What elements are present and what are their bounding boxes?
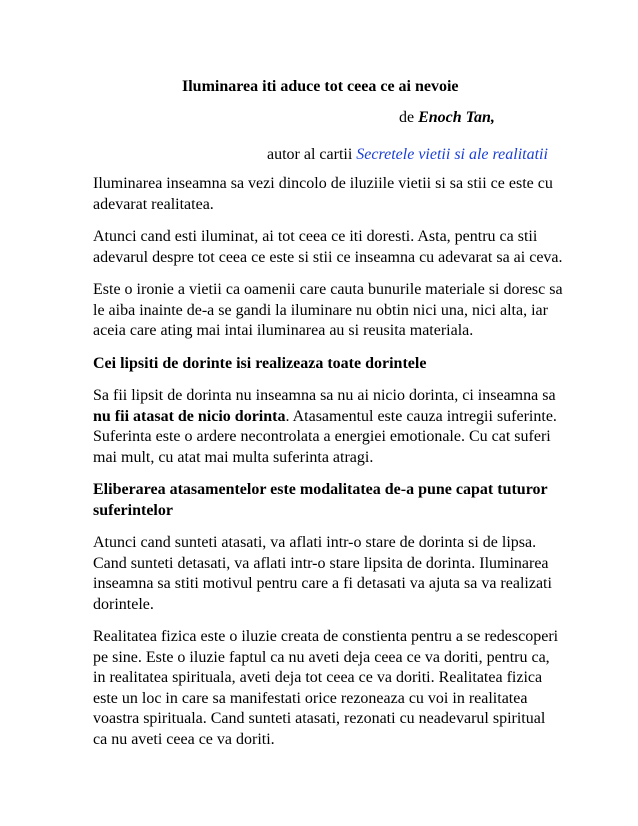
paragraph-3: Este o ironie a vietii ca oamenii care cauta bunurile materiale si doresc sa le aiba inainte de-a se gandi la iluminare nu obtin nici una, nici alta, iar aceia care ating mai intai iluminarea au si reusita materiala. (93, 281, 563, 339)
paragraph-4-end: . Atasamentul este cauza intregii suferinte. Suferinta este o ardere necontrolata a energiei emotionale. Cu cat suferi mai mult, cu atat mai multa suferinta atragi. (93, 407, 557, 466)
document-title: Iluminarea iti aduce tot ceea ce ai nevoie (182, 78, 459, 95)
paragraph-6: Realitatea fizica este o iluzie creata de constienta pentru a se redescoperi pe sine. Este o iluzie faptul ca nu aveti deja ceea ce va doriti, pentru ca, in realitatea spirituala, aveti deja tot ceea ce va doriti. Realitatea fizica este un loc in care sa manifestati orice rezoneaza cu voi in realitatea voastra spirituala. Cand sunteti atasati, rezonati cu neadevarul spiritual ca nu aveti ceea ce va doriti. (93, 628, 559, 748)
paragraph-4-emphasis: nu fii atasat de nicio dorinta (93, 407, 286, 425)
byline-prefix: de (399, 109, 419, 126)
paragraph-4-start: Sa fii lipsit de dorinta nu inseamna sa nu ai nicio dorinta, ci inseamna sa (93, 387, 556, 404)
document-body (93, 174, 563, 762)
book-title-link[interactable]: Secretele vietii si ale realitatii (356, 146, 548, 163)
book-reference (267, 145, 548, 165)
paragraph-2: Atunci cand esti iluminat, ai tot ceea ce iti doresti. Asta, pentru ca stii adevarul despre tot ceea ce este si stii ce inseamna cu adevarat sa ai ceva. (93, 228, 563, 266)
section-heading-2: Eliberarea atasamentelor este modalitatea de-a pune capat tuturor suferintelor (93, 481, 548, 519)
paragraph-4 (93, 386, 563, 468)
book-prefix: autor al cartii (267, 146, 357, 163)
section-heading-1: Cei lipsiti de dorinte isi realizeaza toate dorintele (93, 354, 427, 372)
byline (399, 108, 495, 128)
author-name: Enoch Tan, (418, 109, 495, 126)
paragraph-1: Iluminarea inseamna sa vezi dincolo de iluziile vietii si sa stii ce este cu adevarat realitatea. (93, 175, 553, 213)
paragraph-5: Atunci cand sunteti atasati, va aflati intr-o stare de dorinta si de lipsa. Cand sunteti detasati, va aflati intr-o stare lipsita de dorinta. Iluminarea inseamna sa stiti motivul pentru care a fi detasati va ajuta sa va realizati dorintele. (93, 534, 552, 613)
